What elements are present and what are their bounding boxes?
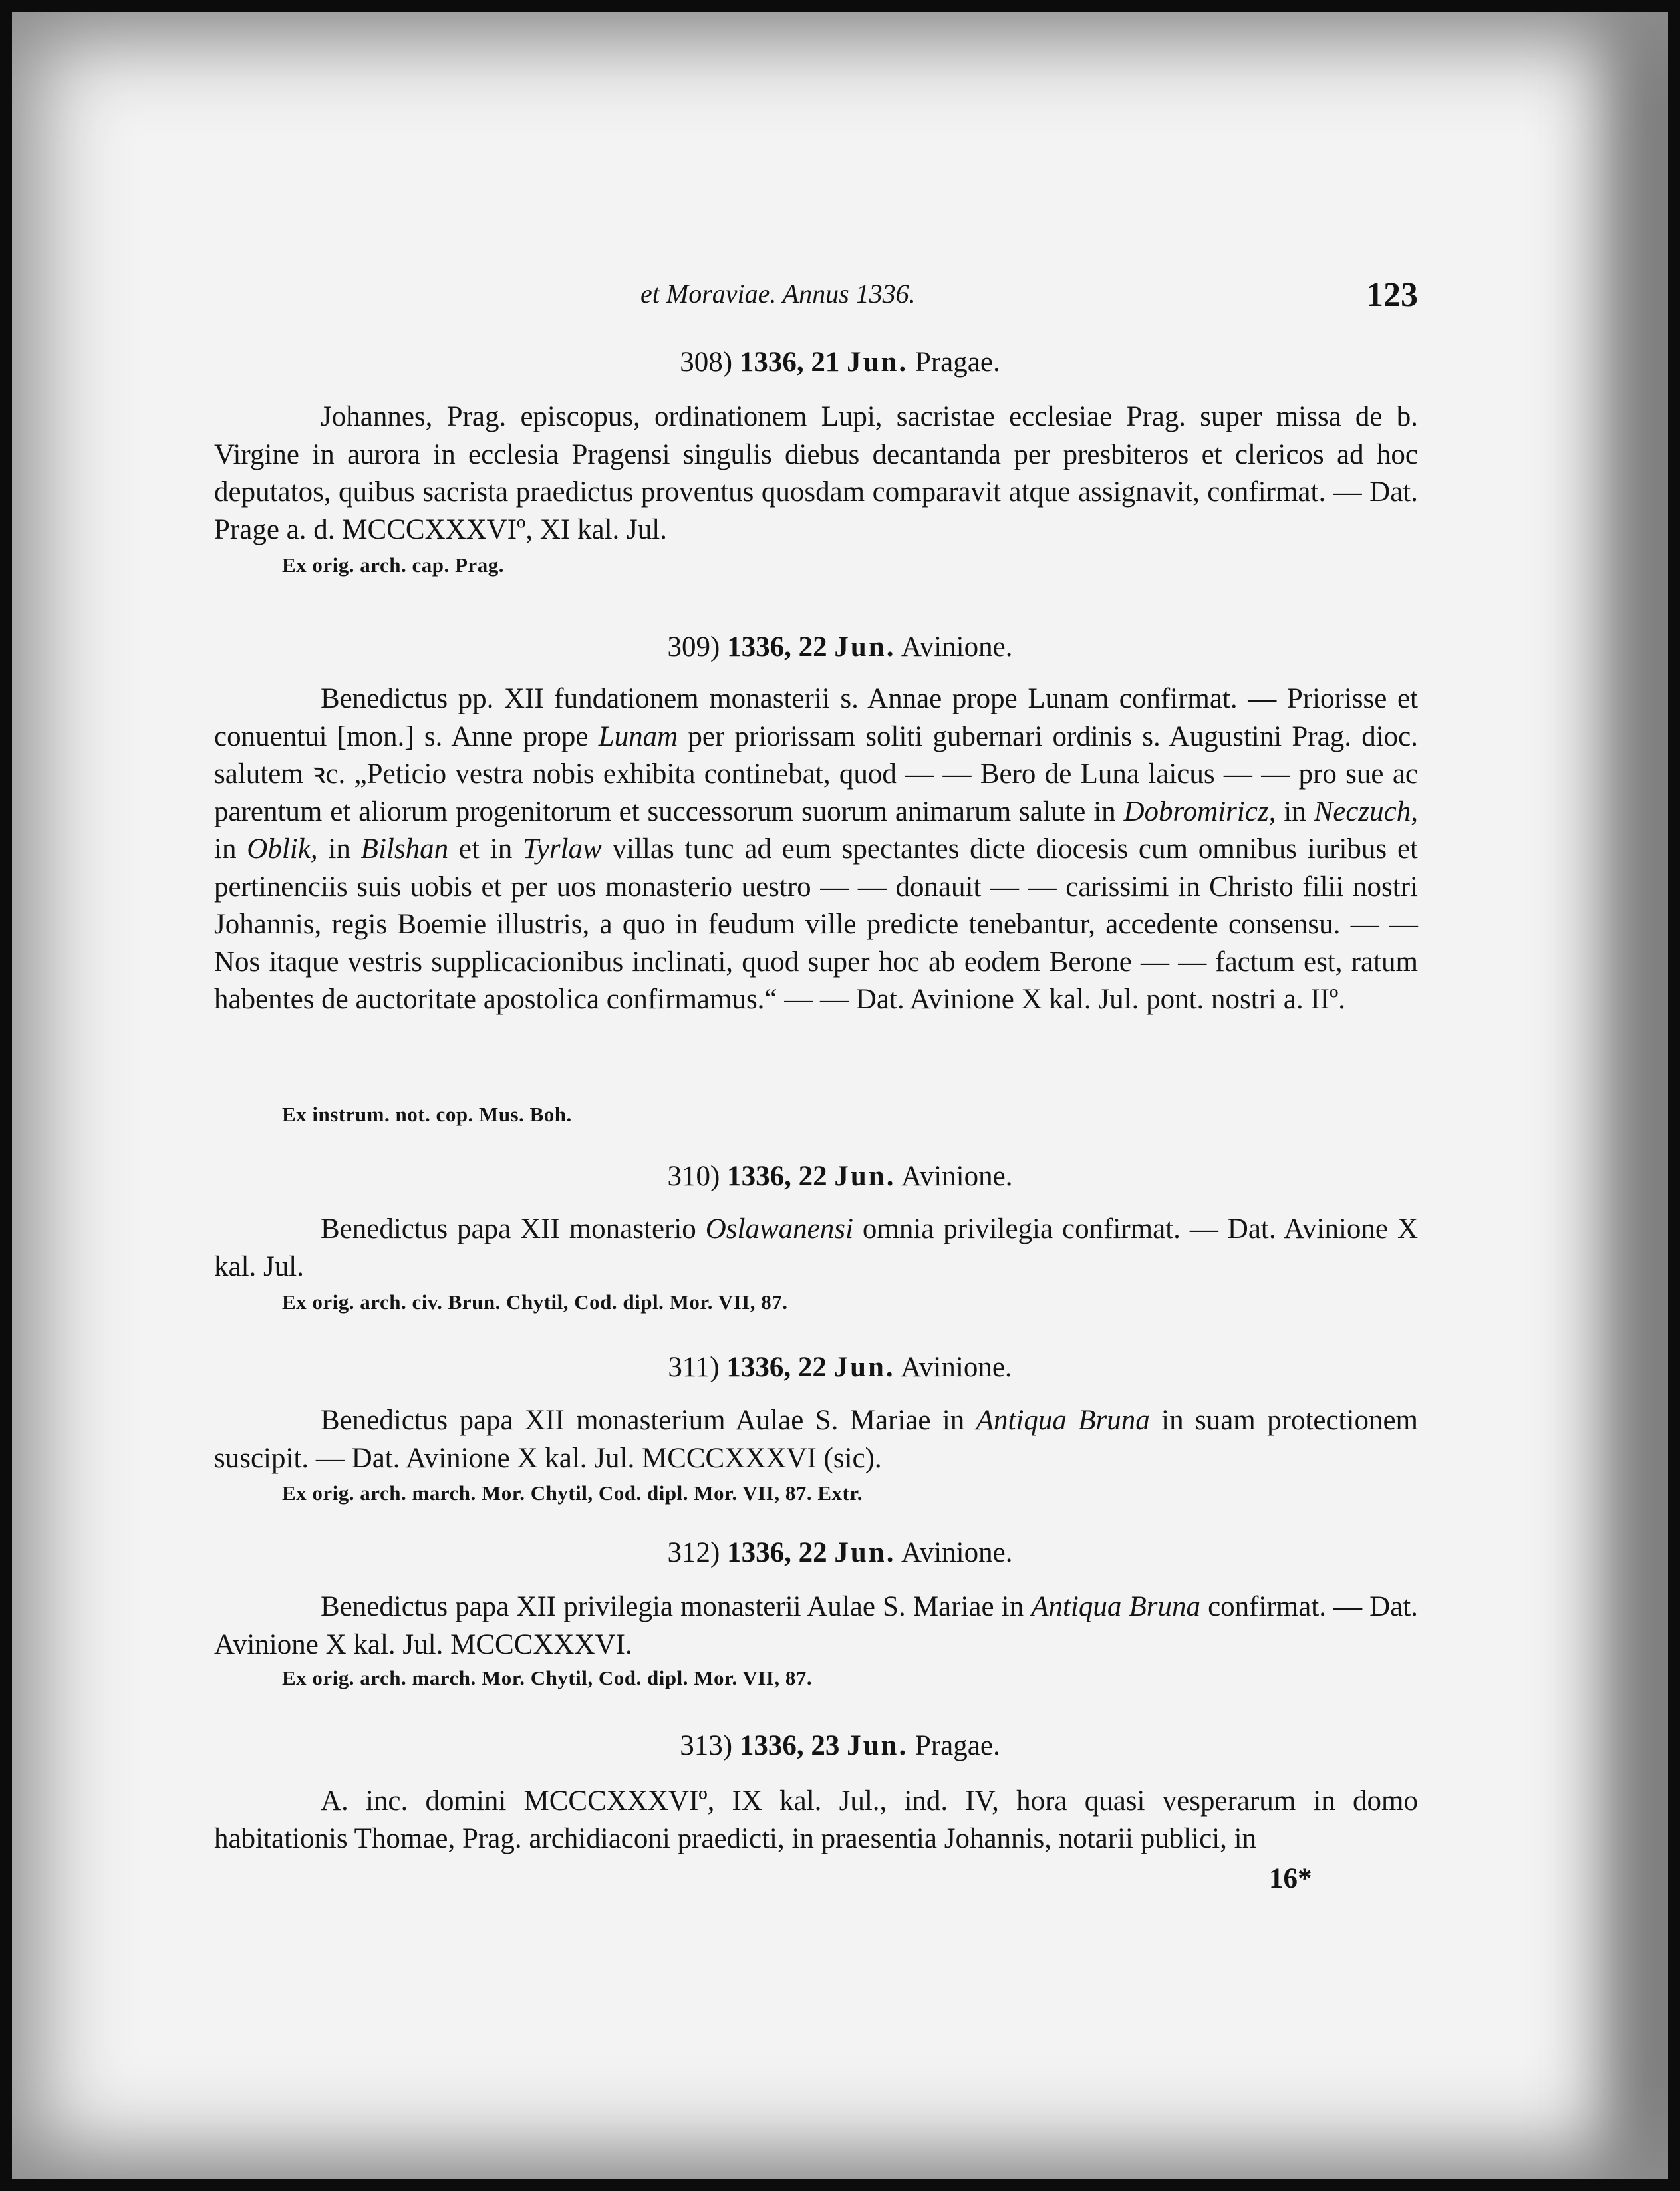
entry-309-source: Ex instrum. not. cop. Mus. Boh. (282, 1103, 572, 1126)
entry-310-source: Ex orig. arch. civ. Brun. Chytil, Cod. dipl. Mor. VII, 87. (282, 1290, 788, 1314)
entry-308-text: Johannes, Prag. episcopus, ordinationem Lupi, sacristae ecclesiae Prag. super missa de b. Virgine in aurora in ecclesia Pragensi singulis diebus decantanda per presbiteros et clericos ad hoc deputatos, quibus sacrista praedictus proventus quosdam comparavit atque assignavit, confirmat. — Dat. Prage a. d. MCCCXXXVIº, XI kal. Jul. (214, 401, 1418, 545)
running-head: et Moraviae. Annus 1336. (640, 279, 916, 309)
entry-312-source: Ex orig. arch. march. Mor. Chytil, Cod. dipl. Mor. VII, 87. (282, 1666, 813, 1689)
signature-mark: 16* (1269, 1863, 1312, 1894)
entry-313-title: 313) 1336, 23 Jun. Pragae. (680, 1730, 1000, 1761)
entry-310-text: Benedictus papa XII monasterio Oslawanensi omnia privilegia confirmat. — Dat. Avinione X kal. Jul. (214, 1213, 1419, 1282)
entry-309-title: 309) 1336, 22 Jun. Avinione. (667, 631, 1013, 662)
entry-313-text: A. inc. domini MCCCXXXVIº, IX kal. Jul., ind. IV, hora quasi vesperarum in domo habitationis Thomae, Prag. archidiaconi praedicti, in praesentia Johannis, notarii publici, in (214, 1785, 1418, 1854)
page-header (0, 278, 1680, 318)
entry-310-title: 310) 1336, 22 Jun. Avinione. (667, 1161, 1013, 1192)
entry-311-text: Benedictus papa XII monasterium Aulae S. Mariae in Antiqua Bruna in suam protectionem suscipit. — Dat. Avinione X kal. Jul. MCCCXXXVI (sic). (214, 1405, 1418, 1474)
entry-309-text: Benedictus pp. XII fundationem monasterii s. Annae prope Lunam confirmat. — Priorisse et conuentui [mon.] s. Anne prope Lunam per priorissam soliti gubernari ordinis s. Augustini Prag. dioc. salutem ꝛc. „Peticio vestra nobis exhibita continebat, quod — — Bero de Luna laicus — — pro sue ac parentum et aliorum progenitorum et successorum suorum animarum salute in Dobromiricz, in Neczuch, in Oblik, in Bilshan et in Tyrlaw villas tunc ad eum spectantes dicte diocesis cum omnibus iuribus et pertinenciis suis uobis et per uos monasterio uestro — — donauit — — carissimi in Christo filii nostri Johannis, regis Boemie illustris, a quo in feudum ville predicte tenebantur, accedente consensu. — — Nos itaque vestris supplicacionibus inclinati, quod super hoc ab eodem Berone — — factum est, ratum habentes de auctoritate apostolica confirmamus.“ — — Dat. Avinione X kal. Jul. pont. nostri a. IIº. (214, 683, 1418, 1015)
entry-308-source: Ex orig. arch. cap. Prag. (282, 553, 504, 577)
entry-312-text: Benedictus papa XII privilegia monasterii Aulae S. Mariae in Antiqua Bruna confirmat. — Dat. Avinione X kal. Jul. MCCCXXXVI. (214, 1591, 1418, 1660)
entry-311-source: Ex orig. arch. march. Mor. Chytil, Cod. dipl. Mor. VII, 87. Extr. (282, 1481, 863, 1505)
entry-311-title: 311) 1336, 22 Jun. Avinione. (668, 1352, 1012, 1383)
entry-312-title: 312) 1336, 22 Jun. Avinione. (667, 1537, 1013, 1568)
entry-308-title: 308) 1336, 21 Jun. Pragae. (680, 347, 1000, 378)
page-number: 123 (1366, 276, 1418, 314)
